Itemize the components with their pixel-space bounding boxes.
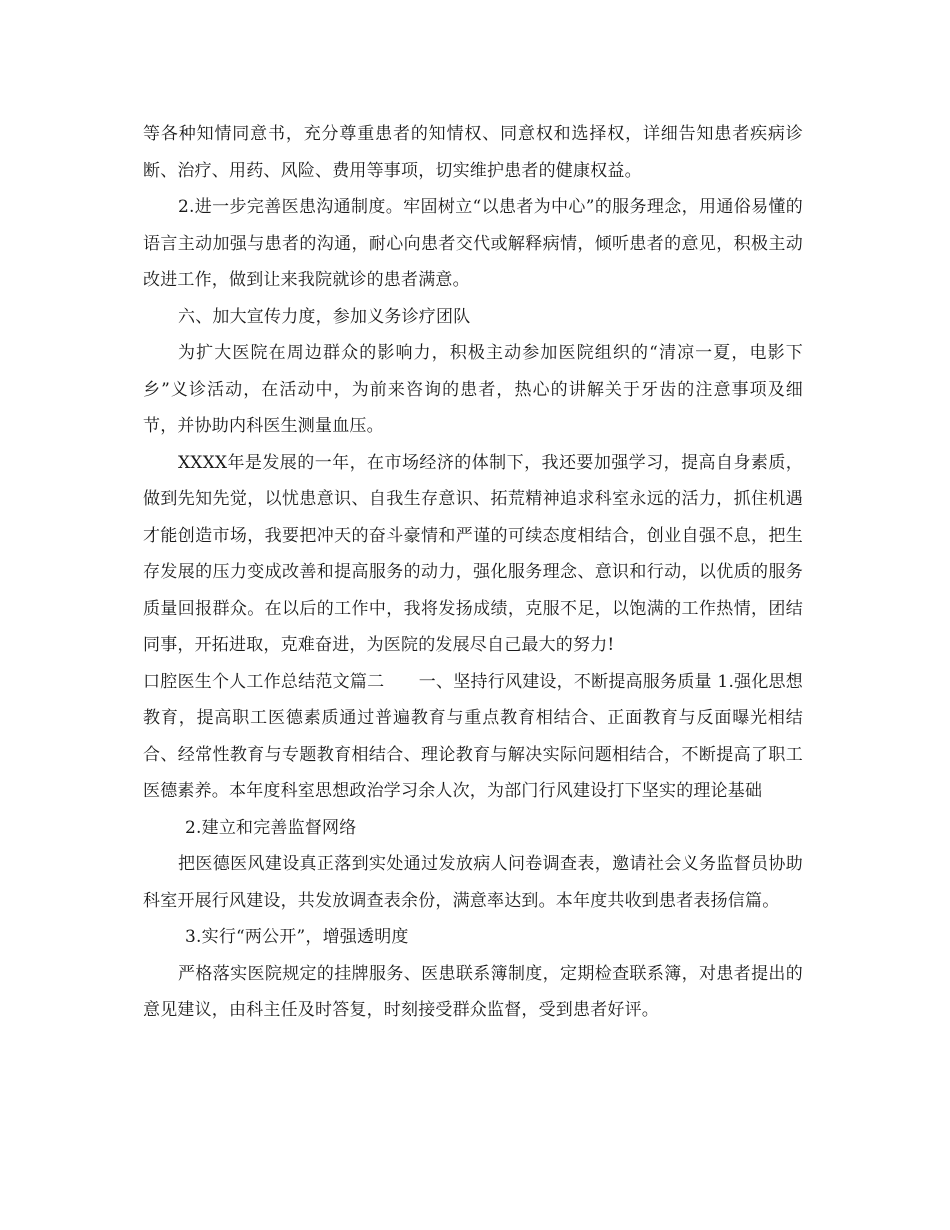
paragraph-communication: 2.进一步完善医患沟通制度。牢固树立“以患者为中心”的服务理念，用通俗易懂的语言主动加强与患者的沟通，耐心向患者交代或解释病情，倾听患者的意见，积极主动改进工作，做到让来我院就诊的患者满意。: [143, 197, 803, 290]
paragraph-consent: 等各种知情同意书，充分尊重患者的知情权、同意权和选择权，详细告知患者疾病诊断、治疗、用药、风险、费用等事项，切实维护患者的健康权益。: [143, 124, 803, 181]
document-body: [143, 116, 803, 1029]
sub-heading-transparency: 3.实行“两公开”，增强透明度: [185, 927, 409, 947]
paragraph-supervision: 把医德医风建设真正落到实处通过发放病人问卷调查表，邀请社会义务监督员协助科室开展行风建设，共发放调查表余份，满意率达到。本年度共收到患者表扬信篇。: [143, 854, 803, 911]
paragraph-year-outlook: XXXX年是发展的一年，在市场经济的体制下，我还要加强学习，提高自身素质，做到先知先觉，以忧患意识、自我生存意识、拓荒精神追求科室永远的活力，抓住机遇才能创造市场，我要把冲天的奋斗豪情和严谨的可续态度相结合，创业自强不息，把生存发展的压力变成改善和提高服务的动力，强化服务理念、意识和行动，以优质的服务质量回报群众。在以后的工作中，我将发扬成绩，克服不足，以饱满的工作热情，团结同事，开拓进取，克难奋进，为医院的发展尽自己最大的努力!: [143, 452, 803, 655]
section-heading-publicity: 六、加大宣传力度，参加义务诊疗团队: [178, 306, 471, 327]
sub-heading-supervision: 2.建立和完善监督网络: [185, 817, 357, 838]
paragraph-article-two: 口腔医生个人工作总结范文篇二 一、坚持行风建设，不断提高服务质量 1.强化思想教育，提高职工医德素质通过普遍教育与重点教育相结合、正面教育与反面曝光相结合、经常性教育与专题教育相结合、理论教育与解决实际问题相结合，不断提高了职工医德素养。本年度科室思想政治学习余人次，为部门行风建设打下坚实的理论基础: [143, 671, 803, 801]
paragraph-transparency: 严格落实医院规定的挂牌服务、医患联系簿制度，定期检查联系簿，对患者提出的意见建议，由科主任及时答复，时刻接受群众监督，受到患者好评。: [143, 963, 803, 1020]
paragraph-free-clinic: 为扩大医院在周边群众的影响力，积极主动参加医院组织的“清凉一夏，电影下乡”义诊活动，在活动中，为前来咨询的患者，热心的讲解关于牙齿的注意事项及细节，并协助内科医生测量血压。: [143, 343, 803, 436]
